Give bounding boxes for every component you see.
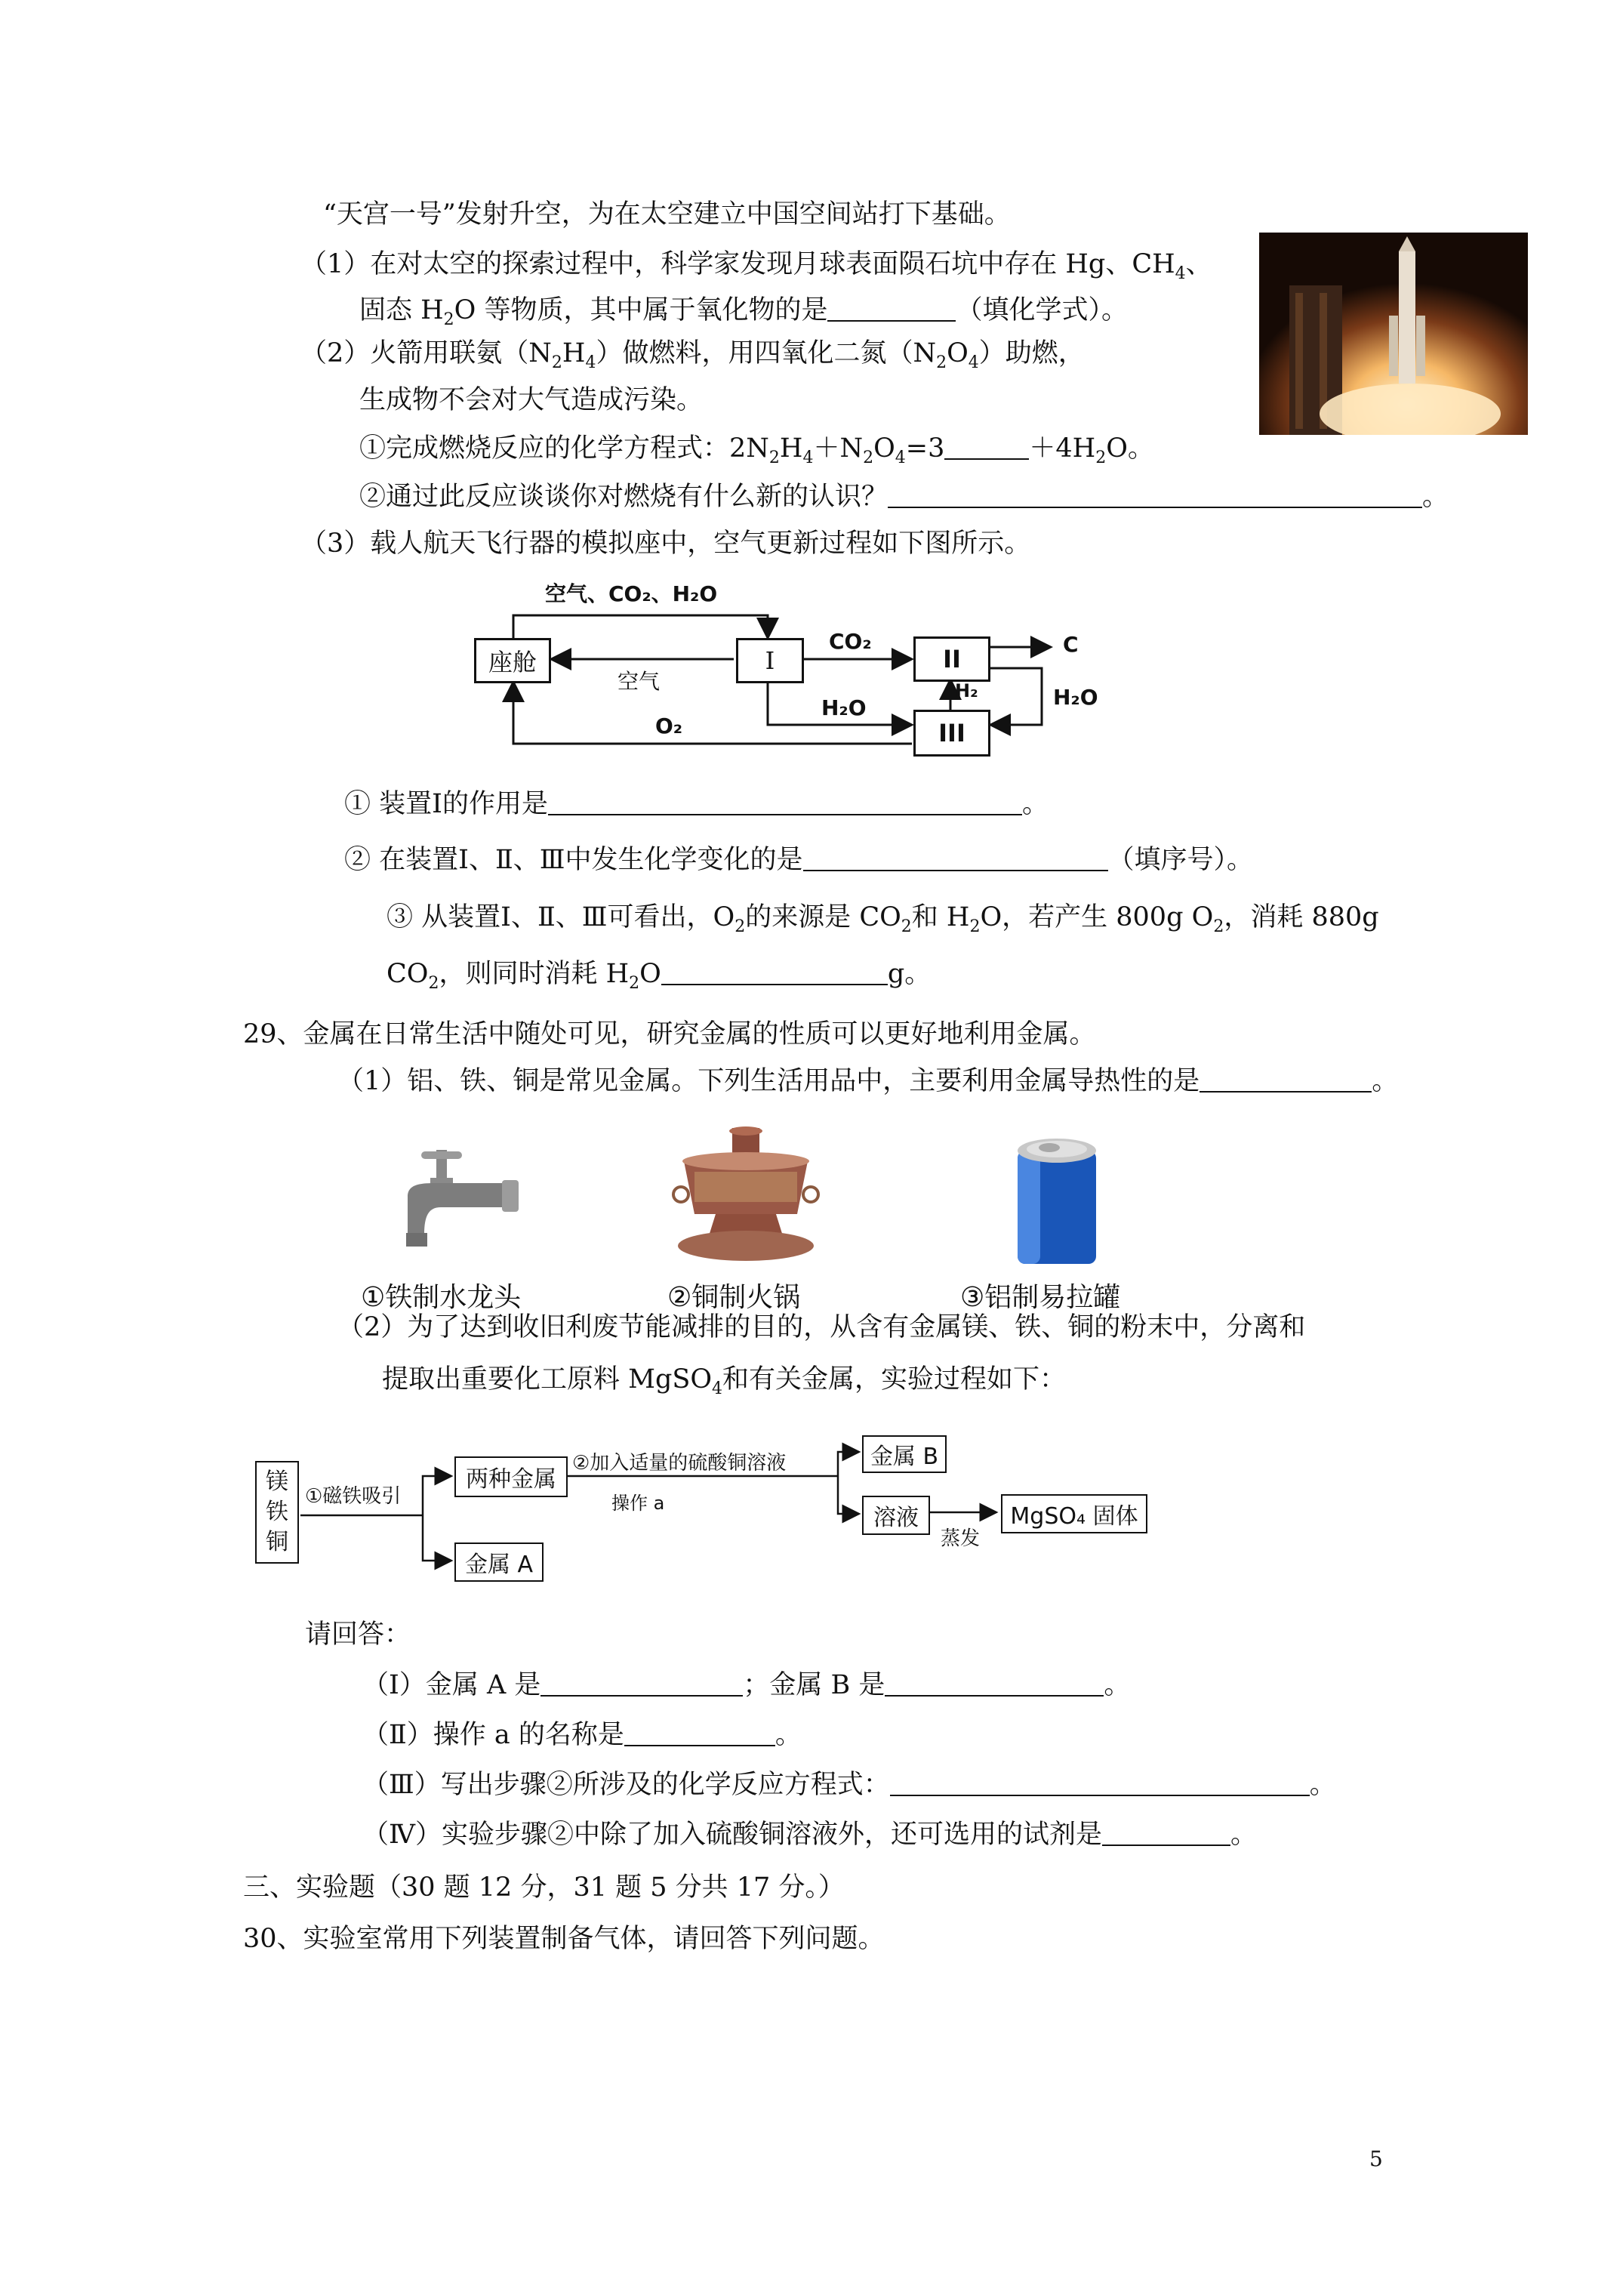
label-o2: O₂	[655, 713, 683, 738]
step2-label: ②加入适量的硫酸铜溶液	[572, 1452, 787, 1475]
device-1-box: I	[736, 638, 804, 683]
q28-sub2: ② 在装置Ⅰ、Ⅱ、Ⅲ中发生化学变化的是 （填序号）。	[344, 845, 1254, 875]
answer-prompt: 请回答：	[305, 1620, 411, 1650]
faucet-image	[393, 1144, 528, 1257]
answer-blank[interactable]	[944, 436, 1029, 460]
operation-a-label: 操作 a	[611, 1493, 665, 1514]
q28-part2-line1: （2）火箭用联氨$(N_2H_4)$做燃料，用四氧化二氮$(N_2O_4)$助燃，	[300, 338, 1085, 372]
q29-part2-line2: 提取出重要化工原料 MgSO$_4$和有关金属，实验过程如下：	[382, 1364, 1067, 1398]
cabin-box: 座舱	[474, 638, 551, 683]
q28-sub1: ① 装置Ⅰ的作用是 。	[344, 789, 1049, 819]
q28-part2-sub2: ②通过此反应谈谈你对燃烧有什么新的认识？ 。	[359, 482, 1449, 512]
page-number: 5	[1369, 2147, 1383, 2171]
item-caption-2: ②铜制火锅	[667, 1282, 801, 1313]
answer-blank[interactable]	[890, 1772, 1310, 1796]
separation-flowchart	[249, 1431, 1185, 1604]
label-h2o-right: H₂O	[1053, 685, 1098, 710]
copper-hotpot-image	[670, 1125, 821, 1268]
q28-sub3-line2: $CO_2$，则同时消耗 $H_2O$ g。	[387, 959, 932, 993]
device-2-box: II	[913, 636, 990, 682]
metal-b-box: 金属 B	[862, 1435, 947, 1473]
item-caption-3: ③铝制易拉罐	[960, 1282, 1121, 1313]
answer-blank[interactable]	[624, 1722, 775, 1746]
q29-part2-line1: （2）为了达到收旧利废节能减排的目的，从含有金属镁、铁、铜的粉末中，分离和	[337, 1312, 1306, 1342]
intro-line: “天宫一号”发射升空，为在太空建立中国空间站打下基础。	[323, 199, 1011, 230]
label-air: 空气	[617, 669, 661, 694]
label-h2: H₂	[955, 680, 978, 701]
label-h2o-mid: H₂O	[821, 695, 867, 720]
q28-sub3-line1: ③ 从装置Ⅰ、Ⅱ、Ⅲ可看出，$O_2$的来源是 $CO_2$和 $H_2O$，若产生 800g $O_2$，消耗 880g	[387, 902, 1379, 936]
q28-part2-sub1: ①完成燃烧反应的化学方程式：$2N_2H_4+N_2O_4=3 +4H_2O$。	[359, 433, 1154, 467]
step1-label: ①磁铁吸引	[305, 1485, 402, 1508]
q28-part1-line1: （1）在对太空的探索过程中，科学家发现月球表面陨石坑中存在 Hg、$CH_4$、	[300, 249, 1212, 283]
answer-blank[interactable]	[1102, 1822, 1230, 1846]
q29-answer-2: （Ⅱ）操作 a 的名称是 。	[362, 1720, 802, 1750]
solution-box: 溶液	[862, 1496, 930, 1535]
q28-part1-line2: 固态 $H_2O$ 等物质，其中属于氧化物的是 （填化学式）。	[359, 295, 1128, 329]
q29-answer-1: （Ⅰ）金属 A 是 ；金属 B 是 。	[362, 1670, 1131, 1700]
q29-title: 29、金属在日常生活中随处可见，研究金属的性质可以更好地利用金属。	[243, 1019, 1096, 1049]
aluminum-can-image	[1012, 1133, 1102, 1268]
two-metals-box: 两种金属	[454, 1456, 568, 1497]
q29-answer-4: （Ⅳ）实验步骤②中除了加入硫酸铜溶液外，还可选用的试剂是 。	[362, 1820, 1257, 1850]
answer-blank[interactable]	[888, 484, 1422, 508]
answer-blank[interactable]	[827, 297, 956, 322]
q28-part3: （3）载人航天飞行器的模拟座中，空气更新过程如下图所示。	[300, 529, 1031, 559]
answer-blank[interactable]	[661, 961, 888, 985]
item-caption-1: ①铁制水龙头	[361, 1282, 522, 1313]
device-3-box: III	[913, 710, 990, 757]
answer-blank[interactable]	[803, 847, 1108, 871]
q30-title: 30、实验室常用下列装置制备气体，请回答下列问题。	[243, 1924, 885, 1954]
q28-part2-line2: 生成物不会对大气造成污染。	[359, 385, 704, 415]
air-renewal-diagram	[453, 570, 1132, 766]
label-top-inputs: 空气、CO₂、H₂O	[545, 581, 718, 606]
q29-answer-3: （Ⅲ）写出步骤②所涉及的化学反应方程式： 。	[362, 1770, 1336, 1800]
evaporate-label: 蒸发	[941, 1527, 981, 1550]
mgso4-solid-box: MgSO₄ 固体	[1001, 1494, 1147, 1533]
metal-a-box: 金属 A	[454, 1542, 544, 1582]
label-co2: CO₂	[829, 629, 872, 654]
answer-blank[interactable]	[885, 1672, 1104, 1697]
label-c: C	[1063, 632, 1079, 657]
rocket-launch-photo	[1259, 233, 1528, 435]
section-3-heading: 三、实验题（30 题 12 分，31 题 5 分共 17 分。）	[243, 1872, 845, 1903]
q29-part1: （1）铝、铁、铜是常见金属。下列生活用品中，主要利用金属导热性的是 。	[337, 1066, 1399, 1096]
answer-blank[interactable]	[1200, 1068, 1372, 1093]
start-mixture-box: 镁 铁 铜	[255, 1461, 299, 1564]
answer-blank[interactable]	[548, 791, 1022, 815]
answer-blank[interactable]	[540, 1672, 743, 1697]
